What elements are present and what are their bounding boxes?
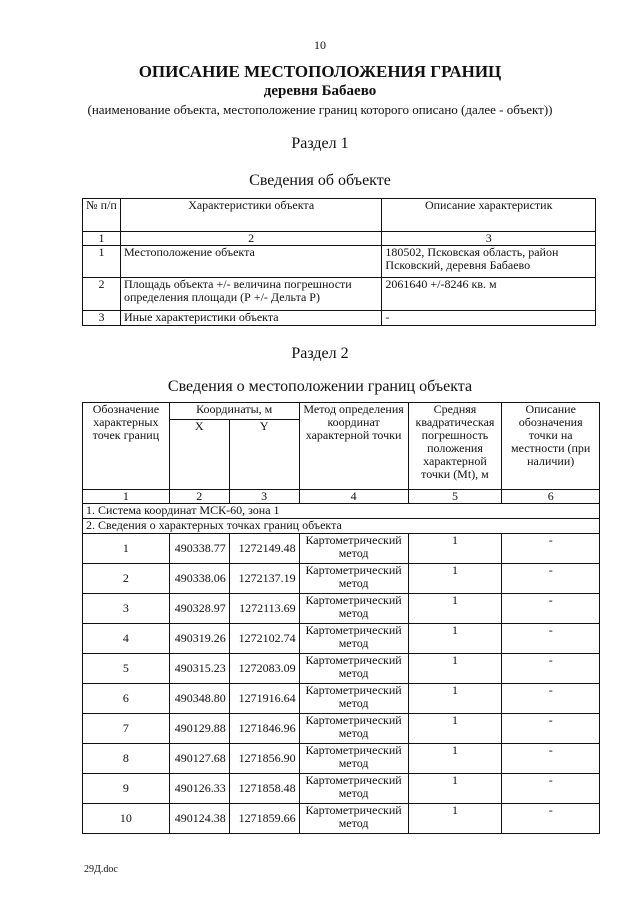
- point-error: 1: [408, 714, 502, 744]
- points-section-row: 2. Сведения о характерных точках границ объекта: [83, 519, 600, 534]
- row-num: 2: [83, 278, 121, 311]
- point-id: 6: [83, 684, 170, 714]
- row-num: 3: [83, 311, 121, 326]
- point-x: 490319.26: [169, 624, 229, 654]
- document-title: ОПИСАНИЕ МЕСТОПОЛОЖЕНИЯ ГРАНИЦ: [138, 62, 502, 81]
- point-id: 10: [83, 804, 170, 834]
- table-row: [83, 684, 600, 714]
- table-row: [83, 534, 600, 564]
- point-x: 490126.33: [169, 774, 229, 804]
- row-description: 180502, Псковская область, район Псковский, деревня Бабаево: [382, 246, 596, 278]
- table-row: [83, 774, 600, 804]
- header-x: X: [169, 420, 229, 490]
- point-description: -: [502, 714, 600, 744]
- point-id: 5: [83, 654, 170, 684]
- table-header-row: [83, 199, 596, 232]
- index-cell: 1: [83, 490, 170, 504]
- point-error: 1: [408, 534, 502, 564]
- point-id: 9: [83, 774, 170, 804]
- point-error: 1: [408, 684, 502, 714]
- table-header-row: [83, 403, 600, 420]
- point-id: 4: [83, 624, 170, 654]
- point-error: 1: [408, 774, 502, 804]
- point-method: Картометрический метод: [299, 684, 408, 714]
- point-x: 490315.23: [169, 654, 229, 684]
- point-description: -: [502, 654, 600, 684]
- point-description: -: [502, 774, 600, 804]
- section1-heading: Сведения об объекте: [249, 172, 391, 189]
- row-characteristic: Площадь объекта +/- величина погрешности определения площади (Р +/- Дельта Р): [120, 278, 381, 311]
- point-y: 1271859.66: [229, 804, 299, 834]
- header-num: № п/п: [83, 199, 121, 232]
- point-description: -: [502, 804, 600, 834]
- table-row: [83, 594, 600, 624]
- table-row: [83, 564, 600, 594]
- point-error: 1: [408, 594, 502, 624]
- file-name: 29Д.doc: [84, 864, 118, 875]
- point-description: -: [502, 594, 600, 624]
- object-name-note: (наименование объекта, местоположение границ которого описано (далее - объект)): [87, 102, 553, 117]
- header-coordinates: Координаты, м: [169, 403, 299, 420]
- index-cell: 3: [382, 232, 596, 246]
- point-error: 1: [408, 564, 502, 594]
- point-description: -: [502, 624, 600, 654]
- table-row: [83, 744, 600, 774]
- index-cell: 3: [229, 490, 299, 504]
- table-row: [83, 714, 600, 744]
- table-row: [83, 624, 600, 654]
- point-method: Картометрический метод: [299, 654, 408, 684]
- point-description: -: [502, 744, 600, 774]
- table-row: [83, 654, 600, 684]
- point-error: 1: [408, 654, 502, 684]
- header-error: Средняя квадратическая погрешность положения характерной точки (Mt), м: [408, 403, 502, 490]
- header-y: Y: [229, 420, 299, 490]
- row-description: -: [382, 311, 596, 326]
- point-y: 1272102.74: [229, 624, 299, 654]
- point-method: Картометрический метод: [299, 714, 408, 744]
- point-y: 1271858.48: [229, 774, 299, 804]
- table-row: [83, 278, 596, 311]
- index-cell: 2: [169, 490, 229, 504]
- header-characteristics: Характеристики объекта: [120, 199, 381, 232]
- point-y: 1272149.48: [229, 534, 299, 564]
- boundary-points-table: [82, 402, 600, 834]
- index-row: [83, 490, 600, 504]
- index-cell: 2: [120, 232, 381, 246]
- point-x: 490124.38: [169, 804, 229, 834]
- point-error: 1: [408, 744, 502, 774]
- point-x: 490338.77: [169, 534, 229, 564]
- point-method: Картометрический метод: [299, 564, 408, 594]
- row-characteristic: Иные характеристики объекта: [120, 311, 381, 326]
- point-x: 490338.06: [169, 564, 229, 594]
- point-id: 3: [83, 594, 170, 624]
- point-method: Картометрический метод: [299, 744, 408, 774]
- table-row: [83, 804, 600, 834]
- point-x: 490127.68: [169, 744, 229, 774]
- index-cell: 5: [408, 490, 502, 504]
- object-info-table: [82, 198, 596, 326]
- point-description: -: [502, 684, 600, 714]
- point-id: 1: [83, 534, 170, 564]
- point-y: 1271916.64: [229, 684, 299, 714]
- section-row: [83, 519, 600, 534]
- point-method: Картометрический метод: [299, 624, 408, 654]
- header-method: Метод определения координат характерной точки: [299, 403, 408, 490]
- point-id: 8: [83, 744, 170, 774]
- point-x: 490348.80: [169, 684, 229, 714]
- index-cell: 6: [502, 490, 600, 504]
- index-row: [83, 232, 596, 246]
- index-cell: 4: [299, 490, 408, 504]
- point-error: 1: [408, 624, 502, 654]
- point-error: 1: [408, 804, 502, 834]
- point-y: 1272137.19: [229, 564, 299, 594]
- point-id: 7: [83, 714, 170, 744]
- point-y: 1272083.09: [229, 654, 299, 684]
- object-name: деревня Бабаево: [263, 83, 377, 99]
- points-body: [83, 534, 600, 834]
- header-description: Описание характеристик: [382, 199, 596, 232]
- point-description: -: [502, 564, 600, 594]
- point-x: 490129.88: [169, 714, 229, 744]
- table-row: [83, 311, 596, 326]
- row-description: 2061640 +/-8246 кв. м: [382, 278, 596, 311]
- point-method: Картометрический метод: [299, 804, 408, 834]
- header-point-description: Описание обозначения точки на местности (при наличии): [502, 403, 600, 490]
- point-method: Картометрический метод: [299, 534, 408, 564]
- header-point: Обозначение характерных точек границ: [83, 403, 170, 490]
- section1-label: Раздел 1: [291, 135, 349, 152]
- point-y: 1271846.96: [229, 714, 299, 744]
- point-y: 1272113.69: [229, 594, 299, 624]
- section2-label: Раздел 2: [291, 345, 349, 362]
- point-method: Картометрический метод: [299, 594, 408, 624]
- section2-heading: Сведения о местоположении границ объекта: [167, 378, 473, 395]
- table-row: [83, 246, 596, 278]
- point-description: -: [502, 534, 600, 564]
- row-num: 1: [83, 246, 121, 278]
- point-y: 1271856.90: [229, 744, 299, 774]
- point-id: 2: [83, 564, 170, 594]
- coordinate-system-row: 1. Система координат МСК-60, зона 1: [83, 504, 600, 519]
- page-number: 10: [314, 38, 326, 52]
- row-characteristic: Местоположение объекта: [120, 246, 381, 278]
- index-cell: 1: [83, 232, 121, 246]
- point-method: Картометрический метод: [299, 774, 408, 804]
- section-row: [83, 504, 600, 519]
- point-x: 490328.97: [169, 594, 229, 624]
